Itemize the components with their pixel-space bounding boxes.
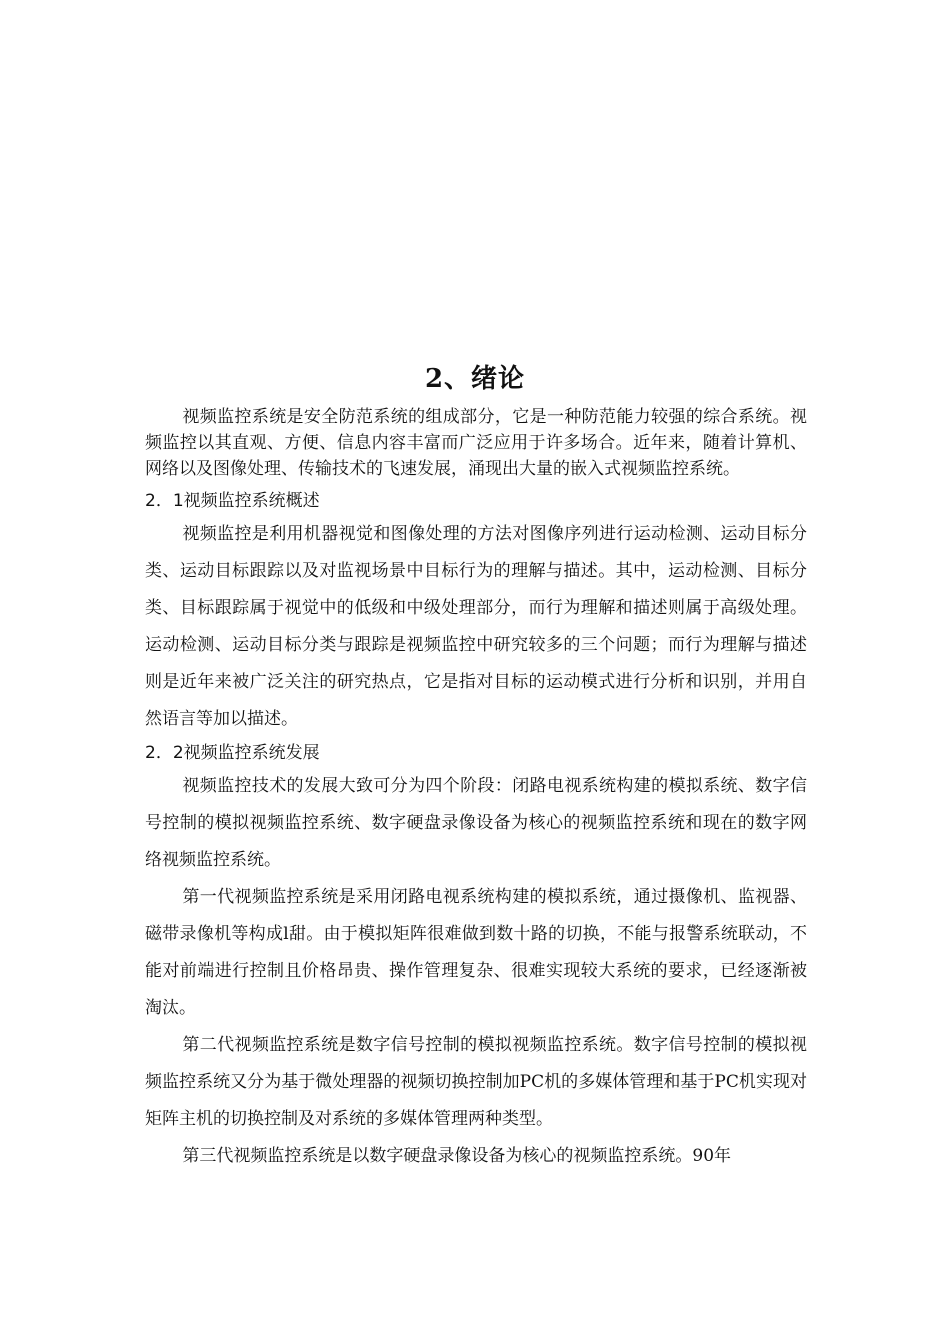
intro-paragraph: 视频监控系统是安全防范系统的组成部分，它是一种防范能力较强的综合系统。视频监控以其直观、方便、信息内容丰富而广泛应用于许多场合。近年来，随着计算机、网络以及图像处理、传输技术的飞速发展，涌现出大量的嵌入式视频监控系统。	[145, 407, 807, 479]
development-paragraph-3: 第二代视频监控系统是数字信号控制的模拟视频监控系统。数字信号控制的模拟视频监控系统又分为基于微处理器的视频切换控制加PC机的多媒体管理和基于PC机实现对矩阵主机的切换控制及对系统的多媒体管理两种类型。	[145, 1035, 807, 1129]
overview-paragraph: 视频监控是利用机器视觉和图像处理的方法对图像序列进行运动检测、运动目标分类、运动目标跟踪以及对监视场景中目标行为的理解与描述。其中，运动检测、目标分类、目标跟踪属于视觉中的低级和中级处理部分，而行为理解和描述则属于高级处理。运动检测、运动目标分类与跟踪是视频监控中研究较多的三个问题；而行为理解与描述则是近年来被广泛关注的研究热点，它是指对目标的运动模式进行分析和识别，并用自然语言等加以描述。	[145, 524, 807, 729]
document-body	[145, 404, 807, 1175]
development-paragraph-2: 第一代视频监控系统是采用闭路电视系统构建的模拟系统，通过摄像机、监视器、磁带录像机等构成l甜。由于模拟矩阵很难做到数十路的切换，不能与报警系统联动，不能对前端进行控制且价格昂贵、操作管理复杂、很难实现较大系统的要求，已经逐渐被淘汰。	[145, 887, 807, 1018]
development-paragraph-4: 第三代视频监控系统是以数字硬盘录像设备为核心的视频监控系统。90年	[182, 1146, 732, 1166]
section-heading-overview: 2．1视频监控系统概述	[145, 491, 320, 511]
development-paragraph-1: 视频监控技术的发展大致可分为四个阶段：闭路电视系统构建的模拟系统、数字信号控制的模拟视频监控系统、数字硬盘录像设备为核心的视频监控系统和现在的数字网络视频监控系统。	[145, 776, 807, 870]
section-heading-development: 2．2视频监控系统发展	[145, 743, 320, 763]
chapter-title: 2、绪论	[424, 364, 526, 394]
